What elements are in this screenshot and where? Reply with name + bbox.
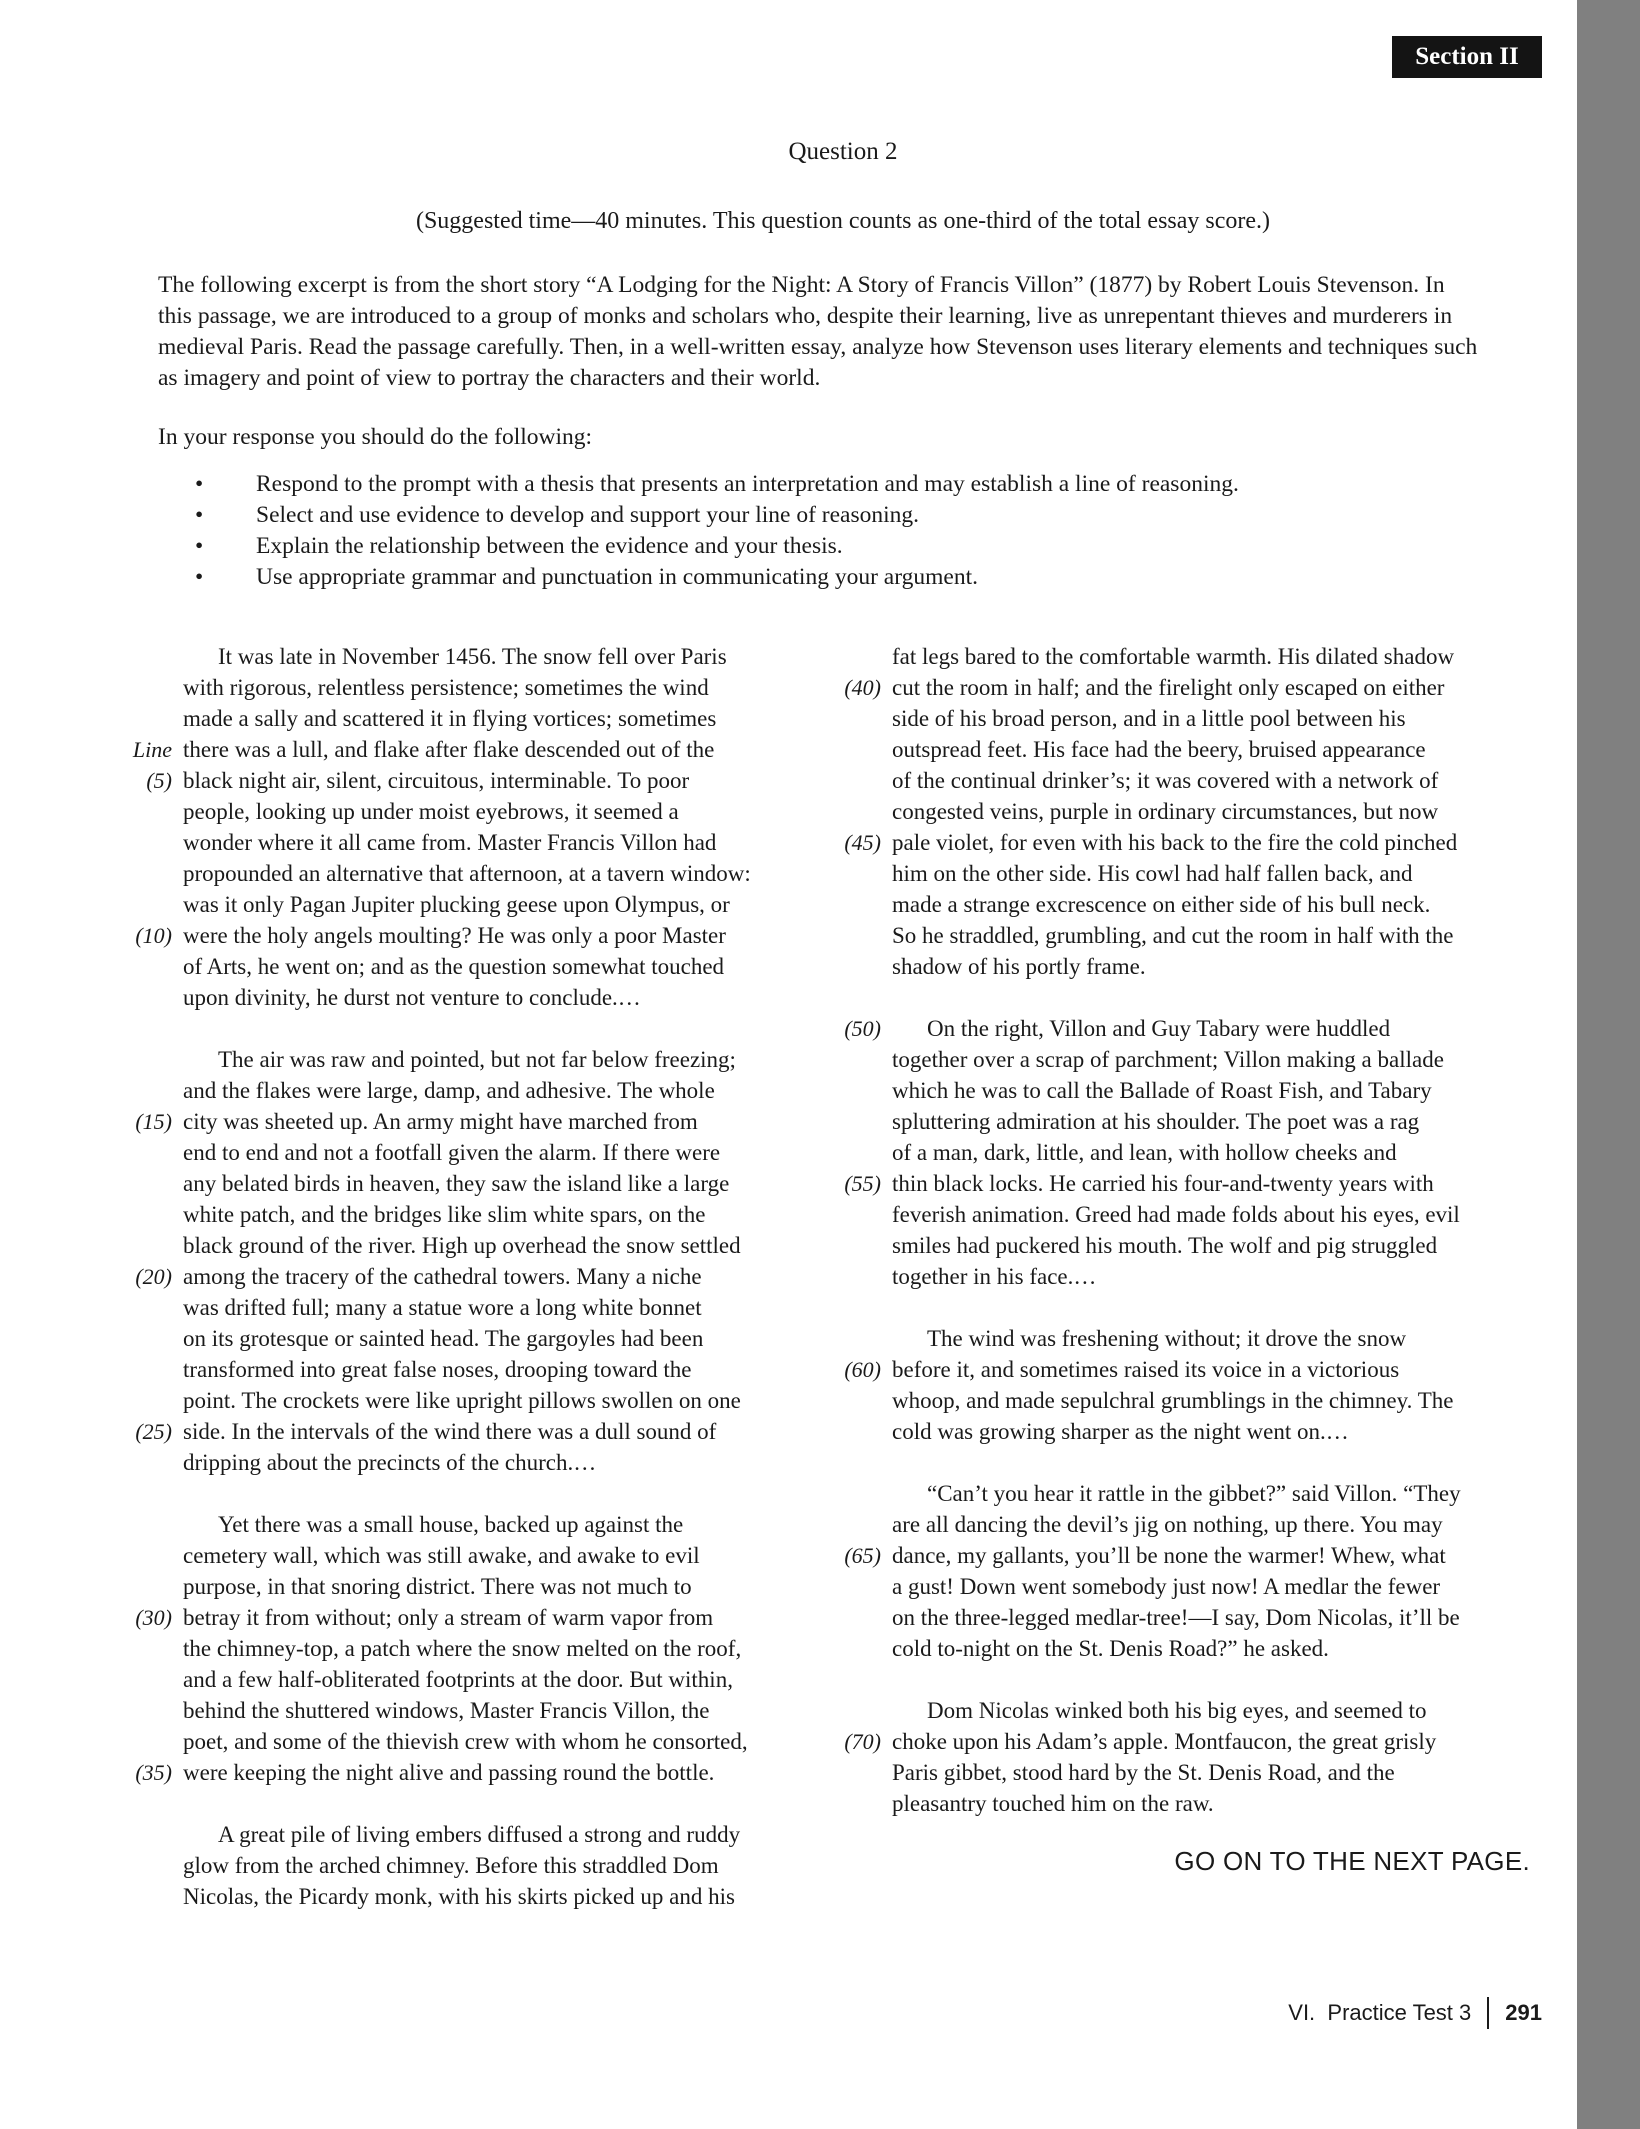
passage-line: [892, 1199, 1552, 1230]
passage-line: [892, 1230, 1552, 1261]
passage-line: [183, 1571, 823, 1602]
passage-line: [183, 796, 823, 827]
passage-line: [183, 703, 823, 734]
line-text: On the right, Villon and Guy Tabary were huddled: [927, 1016, 1391, 1041]
paragraph-gap: [892, 1664, 1552, 1695]
footer-divider: [1487, 1997, 1489, 2029]
line-number-marker: (45): [844, 830, 881, 855]
line-text: “Can’t you hear it rattle in the gibbet?” said Villon. “They: [927, 1481, 1461, 1506]
passage-right-column: [844, 641, 1552, 1819]
passage-line: [892, 796, 1552, 827]
line-number-marker: (60): [844, 1357, 881, 1382]
passage-line: [183, 1664, 823, 1695]
line-number-marker: (70): [844, 1729, 881, 1754]
requirement-item: • Use appropriate grammar and punctuation in communicating your argument.: [195, 562, 1239, 593]
passage-line: [183, 1447, 823, 1478]
line-text: wonder where it all came from. Master Francis Villon had: [183, 830, 717, 855]
requirement-item: • Respond to the prompt with a thesis that presents an interpretation and may establish a line of reasoning.: [195, 469, 1239, 500]
line-number-marker: (5): [146, 768, 172, 793]
passage-line: [183, 1354, 823, 1385]
passage-line: [892, 1602, 1552, 1633]
line-text: white patch, and the bridges like slim white spars, on the: [183, 1202, 706, 1227]
line-text: a gust! Down went somebody just now! A medlar the fewer: [892, 1574, 1441, 1599]
line-text: on the three-legged medlar-tree!—I say, Dom Nicolas, it’ll be: [892, 1605, 1460, 1630]
line-text: of the continual drinker’s; it was covered with a network of: [892, 768, 1439, 793]
passage-line: [135, 1261, 823, 1292]
line-text: whoop, and made sepulchral grumblings in the chimney. The: [892, 1388, 1454, 1413]
line-text: cemetery wall, which was still awake, and awake to evil: [183, 1543, 700, 1568]
passage-line: [183, 1137, 823, 1168]
passage-line: [892, 858, 1552, 889]
passage-line: [844, 827, 1552, 858]
passage-line: [183, 982, 823, 1013]
paragraph-gap: [892, 982, 1552, 1013]
question-title: Question 2: [788, 138, 898, 165]
passage-line: [183, 1695, 823, 1726]
section-label: Section II: [1392, 36, 1542, 78]
passage-line: [892, 951, 1552, 982]
line-text: end to end and not a footfall given the alarm. If there were: [183, 1140, 721, 1165]
passage-line: [844, 1540, 1552, 1571]
passage-line: [146, 765, 823, 796]
line-number-marker: (15): [135, 1109, 172, 1134]
line-text: fat legs bared to the comfortable warmth. His dilated shadow: [892, 644, 1455, 669]
passage-line: [892, 1757, 1552, 1788]
passage-line: [892, 920, 1552, 951]
passage-line: [183, 1540, 823, 1571]
line-text: It was late in November 1456. The snow fell over Paris: [218, 644, 727, 669]
passage-line: [844, 1726, 1552, 1757]
page-footer: [1288, 1997, 1542, 2029]
passage-line: [183, 1385, 823, 1416]
line-text: and a few half-obliterated footprints at the door. But within,: [183, 1667, 733, 1692]
line-text: So he straddled, grumbling, and cut the room in half with the: [892, 923, 1454, 948]
passage-line: [132, 734, 823, 765]
line-text: together over a scrap of parchment; Villon making a ballade: [892, 1047, 1444, 1072]
line-text: were keeping the night alive and passing round the bottle.: [183, 1760, 715, 1785]
passage-line: [892, 1106, 1552, 1137]
line-text: cold was growing sharper as the night went on.…: [892, 1419, 1349, 1444]
passage-line: [892, 1571, 1552, 1602]
passage-line: [892, 1323, 1552, 1354]
passage-line: [183, 1075, 823, 1106]
line-text: side of his broad person, and in a little pool between his: [892, 706, 1406, 731]
line-text: propounded an alternative that afternoon, at a tavern window:: [183, 861, 751, 886]
line-text: pleasantry touched him on the raw.: [892, 1791, 1214, 1816]
passage-line: [892, 703, 1552, 734]
side-bar: [1577, 0, 1640, 2129]
line-number-marker: (20): [135, 1264, 172, 1289]
passage-line: [183, 1819, 823, 1850]
line-text: shadow of his portly frame.: [892, 954, 1146, 979]
passage-line: [183, 672, 823, 703]
line-text: made a sally and scattered it in flying vortices; sometimes: [183, 706, 717, 731]
page-number: 291: [1505, 2000, 1542, 2025]
passage-line: [183, 1323, 823, 1354]
passage-line: [183, 1726, 823, 1757]
line-text: and the flakes were large, damp, and adhesive. The whole: [183, 1078, 715, 1103]
passage-line: [844, 1013, 1552, 1044]
line-text: outspread feet. His face had the beery, bruised appearance: [892, 737, 1426, 762]
passage-line: [844, 1354, 1552, 1385]
passage-line: [183, 1509, 823, 1540]
paragraph-gap: [892, 1292, 1552, 1323]
line-number-marker: (25): [135, 1419, 172, 1444]
line-text: the chimney-top, a patch where the snow melted on the roof,: [183, 1636, 742, 1661]
line-text: A great pile of living embers diffused a strong and ruddy: [218, 1822, 741, 1847]
line-number-marker: (55): [844, 1171, 881, 1196]
passage-line: [892, 889, 1552, 920]
line-number-marker: (35): [135, 1760, 172, 1785]
line-text: were the holy angels moulting? He was only a poor Master: [183, 923, 726, 948]
bullet-icon: •: [195, 502, 204, 528]
line-text: dripping about the precincts of the church.…: [183, 1450, 597, 1475]
line-text: choke upon his Adam’s apple. Montfaucon, the great grisly: [892, 1729, 1437, 1754]
passage-line: [183, 1850, 823, 1881]
line-text: on its grotesque or sainted head. The gargoyles had been: [183, 1326, 704, 1351]
passage-line: [183, 889, 823, 920]
passage-line: [844, 672, 1552, 703]
line-number-marker: (65): [844, 1543, 881, 1568]
passage-line: [135, 1602, 823, 1633]
passage-line: [892, 1788, 1552, 1819]
passage-line: [183, 641, 823, 672]
line-text: are all dancing the devil’s jig on nothing, up there. You may: [892, 1512, 1443, 1537]
line-text: before it, and sometimes raised its voice in a victorious: [892, 1357, 1400, 1382]
line-text: pale violet, for even with his back to the fire the cold pinched: [892, 830, 1458, 855]
passage-line: [892, 1509, 1552, 1540]
bullet-icon: •: [195, 471, 204, 497]
line-text: feverish animation. Greed had made folds about his eyes, evil: [892, 1202, 1460, 1227]
bullet-icon: •: [195, 533, 204, 559]
line-number-marker: Line: [132, 737, 172, 762]
passage-line: [183, 1199, 823, 1230]
line-text: betray it from without; only a stream of warm vapor from: [183, 1605, 714, 1630]
passage-line: [135, 920, 823, 951]
response-intro: In your response you should do the following:: [158, 424, 593, 450]
line-text: together in his face.…: [892, 1264, 1097, 1289]
bullet-icon: •: [195, 564, 204, 590]
line-text: purpose, in that snoring district. There was not much to: [183, 1574, 692, 1599]
line-text: congested veins, purple in ordinary circumstances, but now: [892, 799, 1439, 824]
go-on-notice: GO ON TO THE NEXT PAGE.: [1174, 1846, 1530, 1876]
line-text: transformed into great false noses, drooping toward the: [183, 1357, 692, 1382]
time-note: (Suggested time—40 minutes. This question counts as one-third of the total essay score.): [415, 208, 1271, 234]
passage-line: [892, 1695, 1552, 1726]
line-text: spluttering admiration at his shoulder. The poet was a rag: [892, 1109, 1420, 1134]
footer-label: VI. Practice Test 3: [1288, 2000, 1472, 2025]
passage-line: [892, 1044, 1552, 1075]
line-text: Nicolas, the Picardy monk, with his skirts picked up and his: [183, 1884, 735, 1909]
line-text: black ground of the river. High up overhead the snow settled: [183, 1233, 741, 1258]
line-text: there was a lull, and flake after flake descended out of the: [183, 737, 715, 762]
line-text: which he was to call the Ballade of Roast Fish, and Tabary: [892, 1078, 1432, 1103]
line-text: point. The crockets were like upright pillows swollen on one: [183, 1388, 741, 1413]
line-number-marker: (10): [135, 923, 172, 948]
requirements-list: [195, 469, 1239, 593]
line-text: Dom Nicolas winked both his big eyes, and seemed to: [927, 1698, 1427, 1723]
requirement-item: • Select and use evidence to develop and support your line of reasoning.: [195, 500, 1239, 531]
line-number-marker: (30): [135, 1605, 172, 1630]
passage-line: [183, 1230, 823, 1261]
passage-left-column: [132, 641, 823, 1912]
passage-line: [844, 1168, 1552, 1199]
line-text: smiles had puckered his mouth. The wolf and pig struggled: [892, 1233, 1438, 1258]
passage-line: [183, 1292, 823, 1323]
line-text: The wind was freshening without; it drove the snow: [927, 1326, 1407, 1351]
line-text: cold to-night on the St. Denis Road?” he asked.: [892, 1636, 1329, 1661]
passage-line: [183, 1881, 823, 1912]
line-text: poet, and some of the thievish crew with whom he consorted,: [183, 1729, 748, 1754]
paragraph-gap: [183, 1013, 823, 1044]
line-text: him on the other side. His cowl had half fallen back, and: [892, 861, 1413, 886]
passage-line: [892, 765, 1552, 796]
line-text: cut the room in half; and the firelight only escaped on either: [892, 675, 1445, 700]
requirement-item: • Explain the relationship between the evidence and your thesis.: [195, 531, 1239, 562]
passage-line: [892, 1478, 1552, 1509]
passage-line: [135, 1106, 823, 1137]
line-text: was it only Pagan Jupiter plucking geese upon Olympus, or: [183, 892, 730, 917]
passage-line: [892, 1075, 1552, 1106]
passage-line: [892, 641, 1552, 672]
passage-line: [183, 951, 823, 982]
passage-line: [892, 1633, 1552, 1664]
passage-line: [892, 1261, 1552, 1292]
passage-line: [183, 1168, 823, 1199]
passage-line: [892, 1137, 1552, 1168]
line-text: people, looking up under moist eyebrows, it seemed a: [183, 799, 679, 824]
line-text: was drifted full; many a statue wore a long white bonnet: [183, 1295, 702, 1320]
line-text: side. In the intervals of the wind there was a dull sound of: [183, 1419, 717, 1444]
line-text: made a strange excrescence on either side of his bull neck.: [892, 892, 1431, 917]
line-text: with rigorous, relentless persistence; sometimes the wind: [183, 675, 709, 700]
line-text: The air was raw and pointed, but not far below freezing;: [218, 1047, 736, 1072]
passage-line: [183, 827, 823, 858]
line-text: behind the shuttered windows, Master Francis Villon, the: [183, 1698, 710, 1723]
line-text: city was sheeted up. An army might have marched from: [183, 1109, 698, 1134]
paragraph-gap: [183, 1788, 823, 1819]
passage-line: [183, 1044, 823, 1075]
paragraph-gap: [892, 1447, 1552, 1478]
line-text: Paris gibbet, stood hard by the St. Denis Road, and the: [892, 1760, 1395, 1785]
line-text: thin black locks. He carried his four-and-twenty years with: [892, 1171, 1434, 1196]
passage-line: [135, 1757, 823, 1788]
line-number-marker: (50): [844, 1016, 881, 1041]
line-text: upon divinity, he durst not venture to conclude.…: [183, 985, 641, 1010]
prompt-text: The following excerpt is from the short story “A Lodging for the Night: A Story of Francis Villon” (1877) by Robert Louis Stevenson. In this passage, we are introduced to a group of monks and scholars who, despite their learning, live as unrepentant thieves and murderers in medieval Paris. Read the passage carefully. Then, in a well-written essay, analyze how Stevenson uses literary elements and techniques such as imagery and point of view to portray the characters and their world.: [158, 272, 1478, 391]
passage-line: [135, 1416, 823, 1447]
line-text: among the tracery of the cathedral towers. Many a niche: [183, 1264, 702, 1289]
line-text: any belated birds in heaven, they saw the island like a large: [183, 1171, 730, 1196]
line-text: black night air, silent, circuitous, interminable. To poor: [183, 768, 690, 793]
line-text: of a man, dark, little, and lean, with hollow cheeks and: [892, 1140, 1397, 1165]
line-text: dance, my gallants, you’ll be none the warmer! Whew, what: [892, 1543, 1446, 1568]
line-text: Yet there was a small house, backed up against the: [218, 1512, 684, 1537]
line-text: of Arts, he went on; and as the question somewhat touched: [183, 954, 725, 979]
paragraph-gap: [183, 1478, 823, 1509]
line-text: glow from the arched chimney. Before this straddled Dom: [183, 1853, 719, 1878]
line-number-marker: (40): [844, 675, 881, 700]
passage-line: [892, 1416, 1552, 1447]
passage-line: [183, 1633, 823, 1664]
passage-line: [183, 858, 823, 889]
passage-line: [892, 734, 1552, 765]
passage-line: [892, 1385, 1552, 1416]
